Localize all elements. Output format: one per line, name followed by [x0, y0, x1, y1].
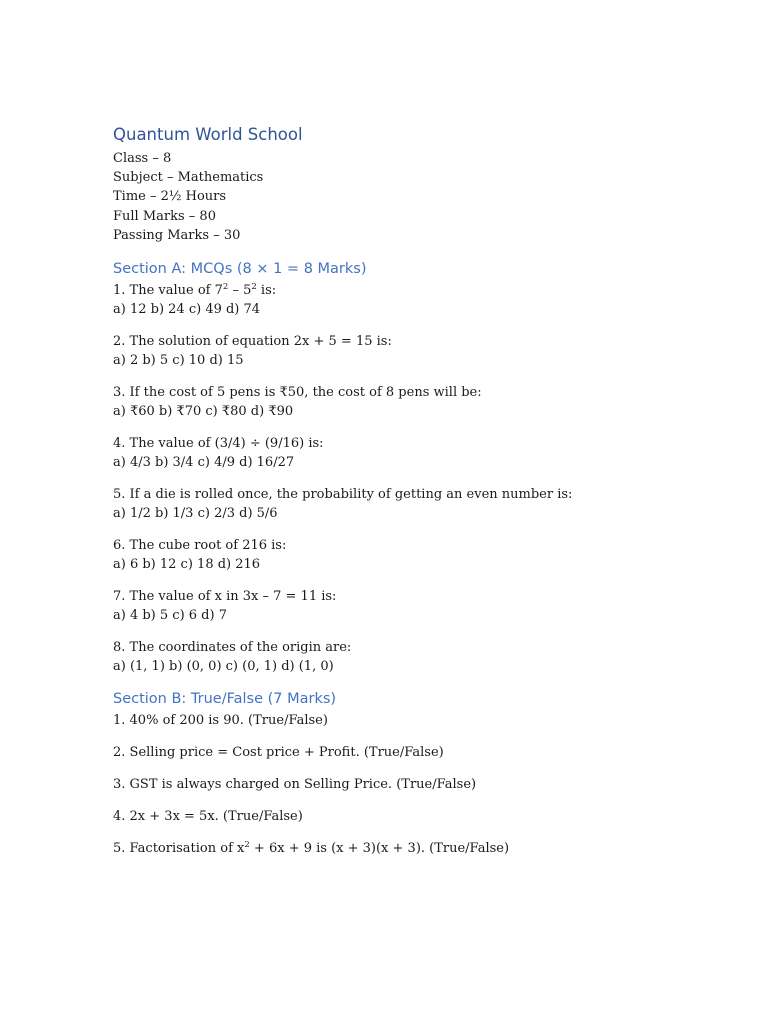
question-options: a) 12 b) 24 c) 49 d) 74: [113, 302, 261, 318]
question-options: a) 1/2 b) 1/3 c) 2/3 d) 5/6: [113, 506, 278, 522]
question-options: a) 6 b) 12 c) 18 d) 216: [113, 557, 261, 573]
exponent: 2: [244, 840, 250, 851]
question-text-part: is:: [256, 283, 277, 299]
true-false-item-4: 4. 2x + 3x = 5x. (True/False): [113, 809, 303, 825]
question-text: [113, 281, 673, 300]
exponent: 2: [251, 282, 257, 293]
school-name: Quantum World School: [113, 125, 303, 144]
question-options: a) ₹60 b) ₹70 c) ₹80 d) ₹90: [113, 404, 294, 420]
mcq-question-1: [113, 281, 673, 319]
question-options: a) 2 b) 5 c) 10 d) 15: [113, 353, 244, 369]
passing-marks-line: Passing Marks – 30: [113, 227, 241, 243]
true-false-item-2: 2. Selling price = Cost price + Profit. (True/False): [113, 745, 444, 761]
true-false-item-5: [113, 839, 673, 858]
section-b-heading: Section B: True/False (7 Marks): [113, 691, 337, 708]
question-text: 8. The coordinates of the origin are:: [113, 640, 352, 656]
question-options: a) 4/3 b) 3/4 c) 4/9 d) 16/27: [113, 455, 295, 471]
mcq-question-5: [113, 485, 673, 523]
item-text-part: + 6x + 9 is (x + 3)(x + 3). (True/False): [249, 841, 510, 857]
section-a-heading: Section A: MCQs (8 × 1 = 8 Marks): [113, 261, 367, 278]
question-options: a) 4 b) 5 c) 6 d) 7: [113, 608, 227, 624]
question-text: 3. If the cost of 5 pens is ₹50, the cost of 8 pens will be:: [113, 385, 482, 401]
true-false-item-1: 1. 40% of 200 is 90. (True/False): [113, 713, 328, 729]
true-false-item-3: 3. GST is always charged on Selling Price. (True/False): [113, 777, 477, 793]
mcq-question-4: [113, 434, 673, 472]
full-marks-line: Full Marks – 80: [113, 208, 216, 224]
question-text: 6. The cube root of 216 is:: [113, 538, 287, 554]
mcq-question-6: [113, 536, 673, 574]
time-line: Time – 2½ Hours: [113, 189, 227, 205]
class-line: Class – 8: [113, 151, 172, 166]
question-text: 7. The value of x in 3x – 7 = 11 is:: [113, 589, 337, 605]
document-content: [113, 124, 673, 871]
mcq-question-2: [113, 332, 673, 370]
subject-line: Subject – Mathematics: [113, 170, 264, 186]
question-text: 2. The solution of equation 2x + 5 = 15 is:: [113, 334, 392, 350]
item-text-part: 5. Factorisation of x: [113, 841, 245, 857]
mcq-question-3: [113, 383, 673, 421]
mcq-question-8: [113, 638, 673, 676]
question-text-part: – 5: [228, 283, 252, 299]
question-options: a) (1, 1) b) (0, 0) c) (0, 1) d) (1, 0): [113, 659, 334, 675]
question-text: 4. The value of (3/4) ÷ (9/16) is:: [113, 436, 324, 452]
mcq-question-7: [113, 587, 673, 625]
exponent: 2: [222, 282, 229, 293]
question-text-part: 1. The value of 7: [113, 283, 223, 299]
question-text: 5. If a die is rolled once, the probability of getting an even number is:: [113, 487, 573, 503]
exam-info: [113, 149, 673, 245]
